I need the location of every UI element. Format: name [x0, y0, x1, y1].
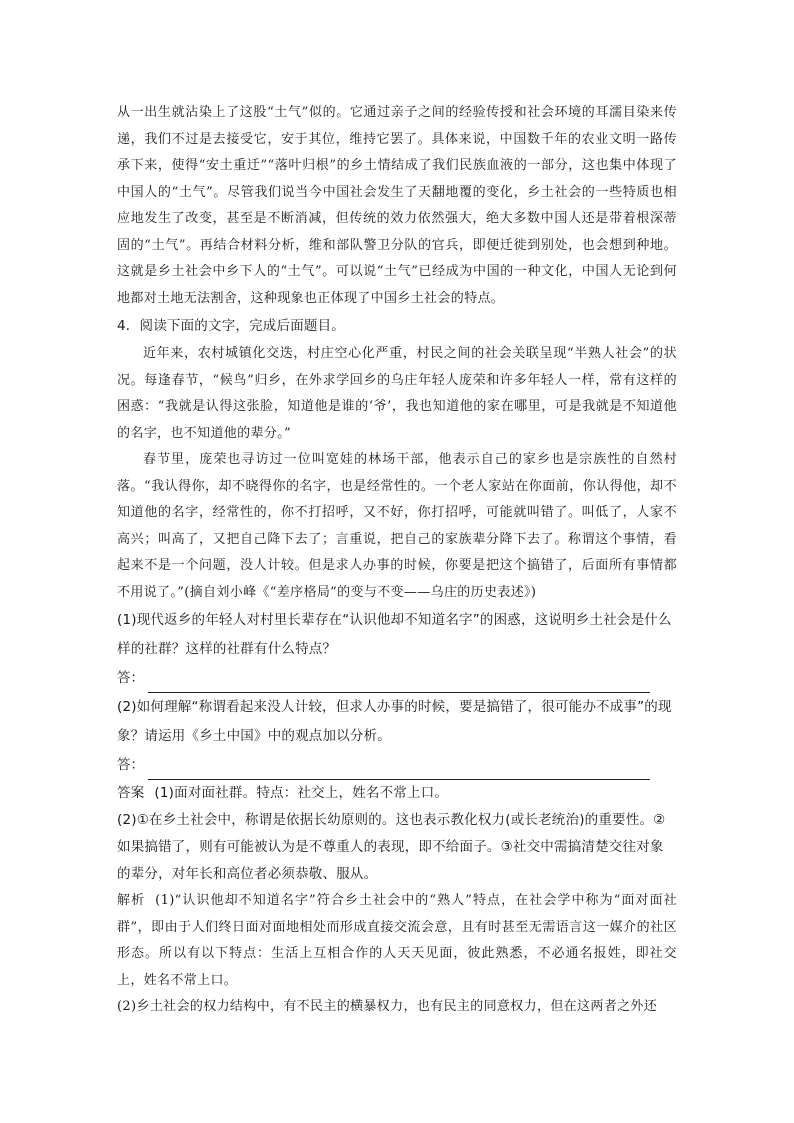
- answer-line-2[interactable]: [117, 751, 677, 780]
- sub-question-2: (2)如何理解“称谓看起来没人计较，但求人办事的时候，要是搞错了，很可能办不成事”的现象？请运用《乡土中国》中的观点加以分析。: [117, 699, 672, 744]
- answer-prefix: 答：: [117, 757, 144, 773]
- answer-prefix: 答：: [117, 670, 144, 686]
- question-header: 4．阅读下面的文字，完成后面题目。: [117, 318, 345, 334]
- answer-blank[interactable]: [148, 672, 650, 693]
- continued-answer-paragraph: 从一出生就沾染上了这股“土气”似的。它通过亲子之间的经验传授和社会环境的耳濡目染来传递，我们不过是去接受它，安于其位，维持它罢了。具体来说，中国数千年的农业文明一路传承下来，使得“安土重迁”“落叶归根”的乡土情结成了我们民族血液的一部分，这也集中体现了中国人的“土气”。尽管我们说当今中国社会发生了天翻地覆的变化，乡土社会的一些特质也相应地发生了改变，甚至是不断消减，但传统的效力依然强大，绝大多数中国人还是带着根深蒂固的“土气”。再结合材料分析，维和部队警卫分队的官兵，即便迁徙到别处，也会想到种地。这就是乡土社会中乡下人的“土气”。可以说“土气”已经成为中国的一种文化，中国人无论到何地都对土地无法割舍，这种现象也正体现了中国乡土社会的特点。: [117, 105, 677, 306]
- answer-line-1[interactable]: [117, 664, 677, 693]
- analysis-1: [117, 888, 677, 994]
- analysis-1-text: (1)“认识他却不知道名字”符合乡土社会中的“熟人”特点，在社会学中称为“面对面社群”，即由于人们终日面对面地相处而形成直接交流会意，且有时甚至无需语言这一媒介的社区形态。所以有以下特点：生活上互相合作的人天天见面，彼此熟悉，不必通名报姓，即社交上，姓名不常上口。: [117, 893, 677, 988]
- answer-blank[interactable]: [148, 759, 650, 780]
- passage-paragraph-2: 春节里，庞荣也寻访过一位叫宽娃的林场干部，他表示自己的家乡也是宗族性的自然村落。“我认得你，却不晓得你的名字，也是经常性的。一个老人家站在你面前，你认得他，却不知道他的名字，经常性的，你不打招呼，又不好，你打招呼，可能就叫错了。叫低了，人家不高兴；叫高了，又把自己降下去了；言重说，把自己的家族辈分降下去了。称谓这个事情，看起来不是一个问题，没人计较。但是求人办事的时候，你要是把这个搞错了，后面所有事情都不用说了。”(摘自刘小峰《“差序格局”的变与不变——乌庄的历史表述》): [117, 452, 677, 600]
- answer-label: 答案: [117, 785, 145, 801]
- analysis-label: 解析: [117, 893, 146, 908]
- document-page: [117, 100, 677, 1021]
- answer-1: [117, 780, 677, 807]
- answer-2: (2)①在乡土社会中，称谓是依据长幼原则的。这也表示教化权力(或长老统治)的重要性。②如果搞错了，则有可能被认为是不尊重人的表现，即不给面子。③社交中需搞清楚交往对象的辈分，对年长和高位者必须恭敬、服从。: [117, 812, 666, 882]
- analysis-2: (2)乡土社会的权力结构中，有不民主的横暴权力，也有民主的同意权力，但在这两者之外还: [117, 999, 658, 1014]
- answer-1-text: (1)面对面社群。特点：社交上，姓名不常上口。: [154, 785, 449, 801]
- sub-question-1: (1)现代返乡的年轻人对村里长辈存在“认识他却不知道名字”的困惑，这说明乡土社会是什么样的社群？这样的社群有什么特点？: [117, 612, 672, 657]
- passage-paragraph-1: 近年来，农村城镇化交迭，村庄空心化严重，村民之间的社会关联呈现“半熟人社会”的状况。每逢春节，“候鸟”归乡，在外求学回乡的乌庄年轻人庞荣和许多年轻人一样，常有这样的困惑：“我就是认得这张脸，知道他是谁的‘爷’，我也知道他的家在哪里，可是我就是不知道他的名字，也不知道他的辈分。”: [117, 346, 677, 441]
